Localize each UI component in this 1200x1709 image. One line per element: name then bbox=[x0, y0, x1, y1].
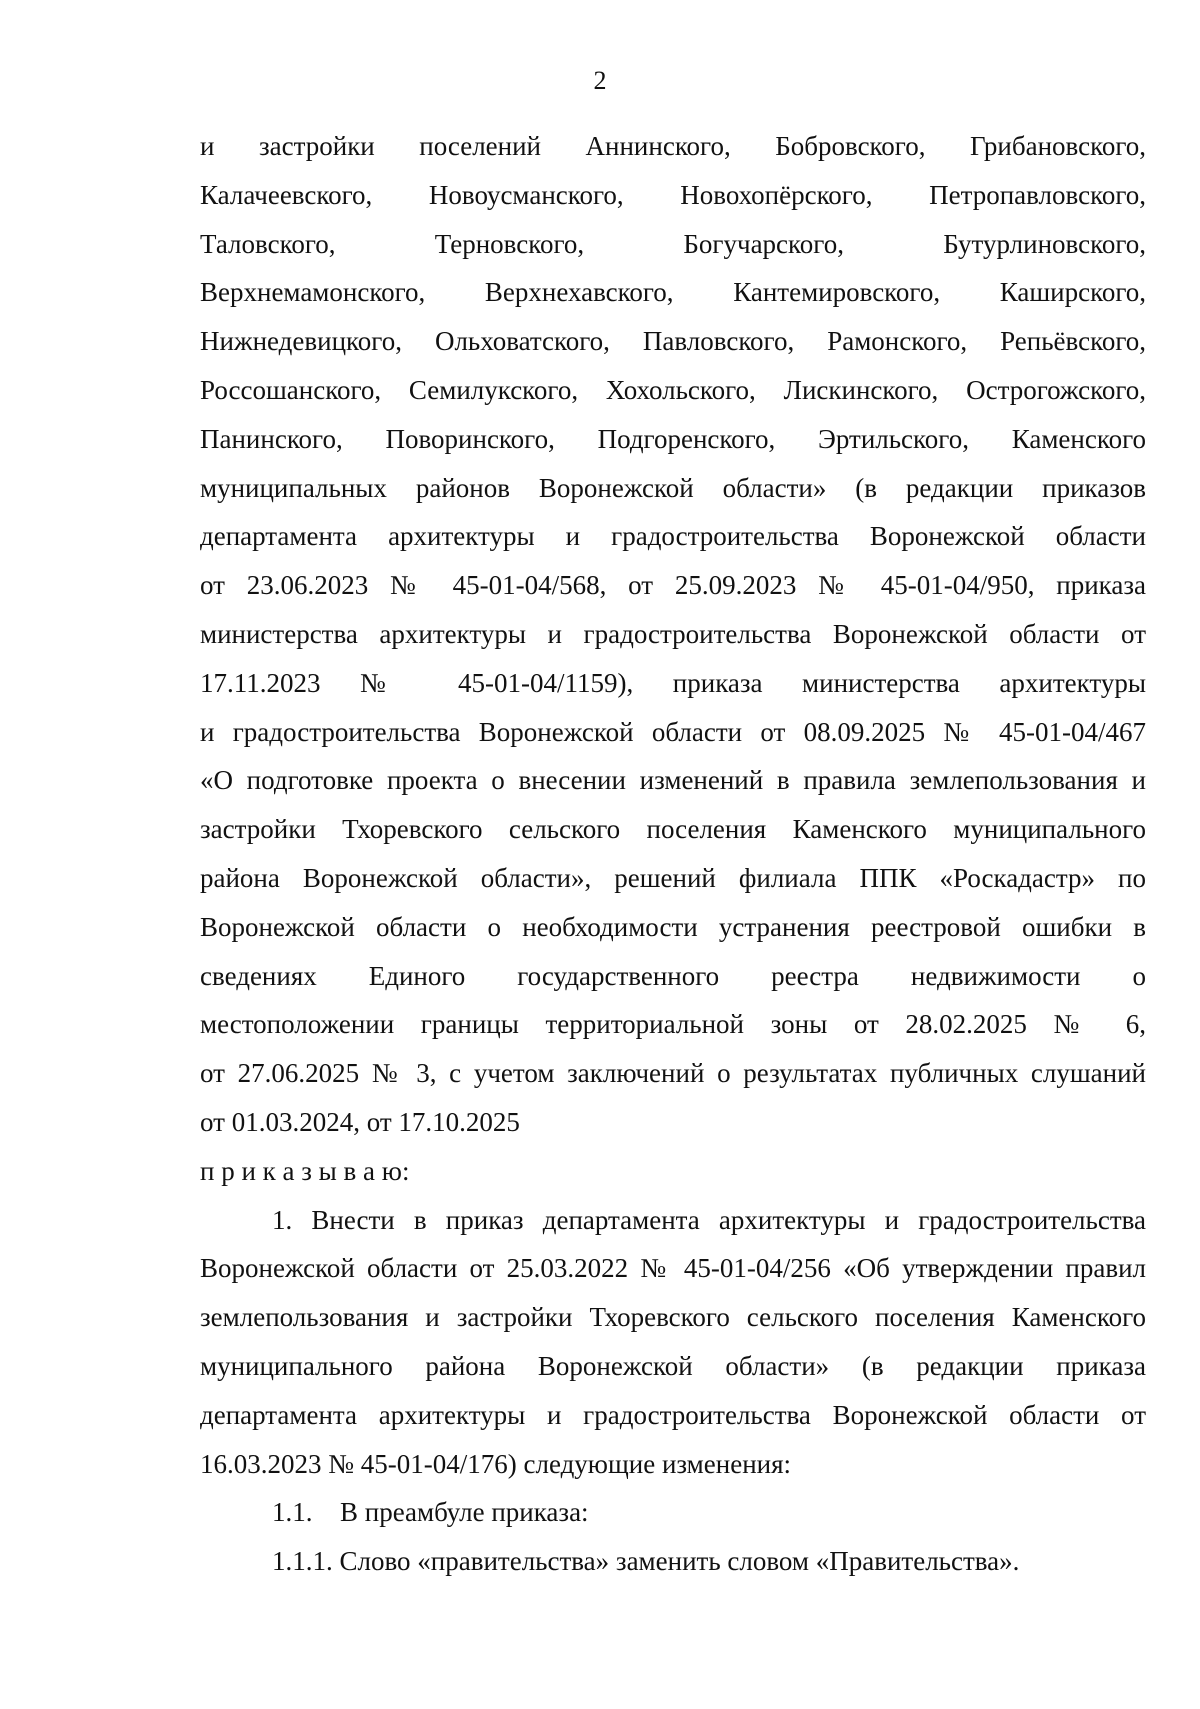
item-1-1-1-line bbox=[200, 1537, 1146, 1586]
preamble-line: Нижнедевицкого, Ольховатского, Павловского, Рамонского, Репьёвского, bbox=[200, 326, 1146, 357]
preamble-line: местоположении границы территориальной зоны от 28.02.2025 № 6, bbox=[200, 1009, 1146, 1040]
item-1-last-line: 16.03.2023 № 45-01-04/176) следующие изменения: bbox=[200, 1448, 792, 1479]
preamble-line: Таловского, Терновского, Богучарского, Бутурлиновского, bbox=[200, 228, 1146, 259]
preamble-paragraph bbox=[200, 122, 1146, 1147]
order-word: п р и к а з ы в а ю: bbox=[200, 1155, 410, 1186]
item-1-line: муниципального района Воронежской области» (в редакции приказа bbox=[200, 1350, 1146, 1381]
item-1-first-line: 1. Внести в приказ департамента архитектуры и градостроительства bbox=[272, 1204, 1146, 1235]
preamble-line: района Воронежской области», решений филиала ППК «Роскадастр» по bbox=[200, 862, 1146, 893]
document-body bbox=[200, 122, 1146, 1586]
item-1-1-line bbox=[200, 1488, 1146, 1537]
item-1-1-1-paragraph bbox=[200, 1537, 1146, 1586]
preamble-line: Калачеевского, Новоусманского, Новохопёрского, Петропавловского, bbox=[200, 179, 1146, 210]
item-1-1-number: 1.1. bbox=[272, 1497, 313, 1528]
preamble-line: от 23.06.2023 № 45-01-04/568, от 25.09.2023 № 45-01-04/950, приказа bbox=[200, 570, 1146, 601]
item-1-line: землепользования и застройки Тхоревского сельского поселения Каменского bbox=[200, 1302, 1146, 1333]
item-1-paragraph bbox=[200, 1196, 1146, 1489]
preamble-line: и застройки поселений Аннинского, Бобровского, Грибановского, bbox=[200, 131, 1146, 161]
preamble-line: застройки Тхоревского сельского поселения Каменского муниципального bbox=[200, 814, 1146, 845]
item-1-1-1-number: 1.1.1. bbox=[272, 1546, 333, 1577]
preamble-line: 17.11.2023 № 45-01-04/1159), приказа министерства архитектуры bbox=[200, 667, 1146, 698]
preamble-line: и градостроительства Воронежской области от 08.09.2025 № 45-01-04/467 bbox=[200, 716, 1146, 747]
item-1-1-paragraph bbox=[200, 1488, 1146, 1537]
preamble-line: Россошанского, Семилукского, Хохольского, Лискинского, Острогожского, bbox=[200, 374, 1146, 405]
item-1-line: департамента архитектуры и градостроительства Воронежской области от bbox=[200, 1399, 1146, 1430]
preamble-line: от 27.06.2025 № 3, с учетом заключений о результатах публичных слушаний bbox=[200, 1058, 1146, 1089]
preamble-line: «О подготовке проекта о внесении изменений в правила землепользования и bbox=[200, 765, 1146, 796]
item-1-1-text: В преамбуле приказа: bbox=[340, 1497, 589, 1528]
page-number: 2 bbox=[593, 66, 607, 95]
preamble-line: министерства архитектуры и градостроительства Воронежской области от bbox=[200, 618, 1146, 649]
preamble-line: муниципальных районов Воронежской области» (в редакции приказов bbox=[200, 472, 1146, 503]
preamble-last-line: от 01.03.2024, от 17.10.2025 bbox=[200, 1106, 520, 1137]
preamble-line: департамента архитектуры и градостроительства Воронежской области bbox=[200, 521, 1146, 552]
order-paragraph bbox=[200, 1147, 1146, 1196]
preamble-line: Панинского, Поворинского, Подгоренского, Эртильского, Каменского bbox=[200, 423, 1146, 454]
preamble-line: Воронежской области о необходимости устранения реестровой ошибки в bbox=[200, 911, 1146, 942]
item-1-line: Воронежской области от 25.03.2022 № 45-01-04/256 «Об утверждении правил bbox=[200, 1253, 1146, 1284]
preamble-line: Верхнемамонского, Верхнехавского, Кантемировского, Каширского, bbox=[200, 277, 1146, 308]
preamble-line: сведениях Единого государственного реестра недвижимости о bbox=[200, 960, 1146, 991]
item-1-1-1-text: Слово «правительства» заменить словом «Правительства». bbox=[339, 1546, 1020, 1577]
